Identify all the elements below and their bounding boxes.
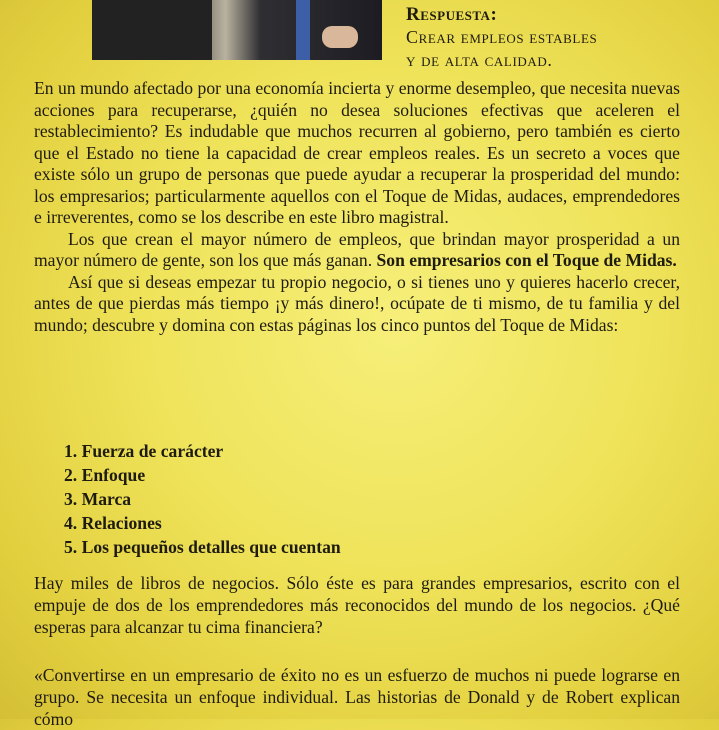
body-text [34,78,680,336]
photo-tie [296,0,310,60]
list-item: 1. Fuerza de carácter [64,441,224,461]
answer-label: Respuesta: [406,4,498,25]
paragraph-2-text: Los que crean el mayor número de empleos, que brindan mayor prosperidad a un mayor número de gente, son los que más ganan. [34,228,680,270]
answer-line-2: y de alta calidad. [406,50,553,70]
paragraph-5-quote: «Convertirse en un empresario de éxito no es un esfuerzo de muchos ni puede lograrse en grupo. Se necesita un enfoque individual. Las historias de Donald y de Robert explican cómo [34,665,680,729]
list-item: 4. Relaciones [64,513,162,533]
answer-block [406,4,706,72]
list-item: 3. Marca [64,489,132,509]
paragraph-3: Así que si deseas empezar tu propio negocio, o si tienes uno y quieres hacerlo crecer, antes de que pierdas más tiempo ¡y más dinero!, ocúpate de ti mismo, de tu familia y del mundo; descubre y domina con estas páginas los cinco puntos del Toque de Midas: [34,271,680,335]
photo-person-left [92,0,212,60]
paragraph-1: En un mundo afectado por una economía incierta y enorme desempleo, que necesita nuevas acciones para recuperarse, ¿quién no desea soluciones efectivas que aceleren el restablecimiento? Es indudable que muchos recurren al gobierno, pero también es cierto que el Estado no tiene la capacidad de crear empleos reales. Es un secreto a voces que existe sólo un grupo de personas que puede ayudar a recuperar la prosperidad del mundo: los empresarios; particularmente aquellos con el Toque de Midas, audaces, emprendedores e irreverentes, como se los describe en este libro magistral. [34,78,680,227]
answer-line-1: Crear empleos estables [406,27,598,47]
midas-points-list [64,439,341,559]
list-item: 2. Enfoque [64,465,146,485]
paragraph-2-bold: Son empresarios con el Toque de Midas. [376,250,677,270]
photo-hand [322,26,358,48]
paragraph-2 [34,229,680,272]
paragraph-4: Hay miles de libros de negocios. Sólo éste es para grandes empresarios, escrito con el empuje de dos de los emprendedores más reconocidos del mundo de los negocios. ¿Qué esperas para alcanzar tu cima financiera? [34,573,680,637]
cover-photo [92,0,382,60]
list-item: 5. Los pequeños detalles que cuentan [64,537,341,557]
